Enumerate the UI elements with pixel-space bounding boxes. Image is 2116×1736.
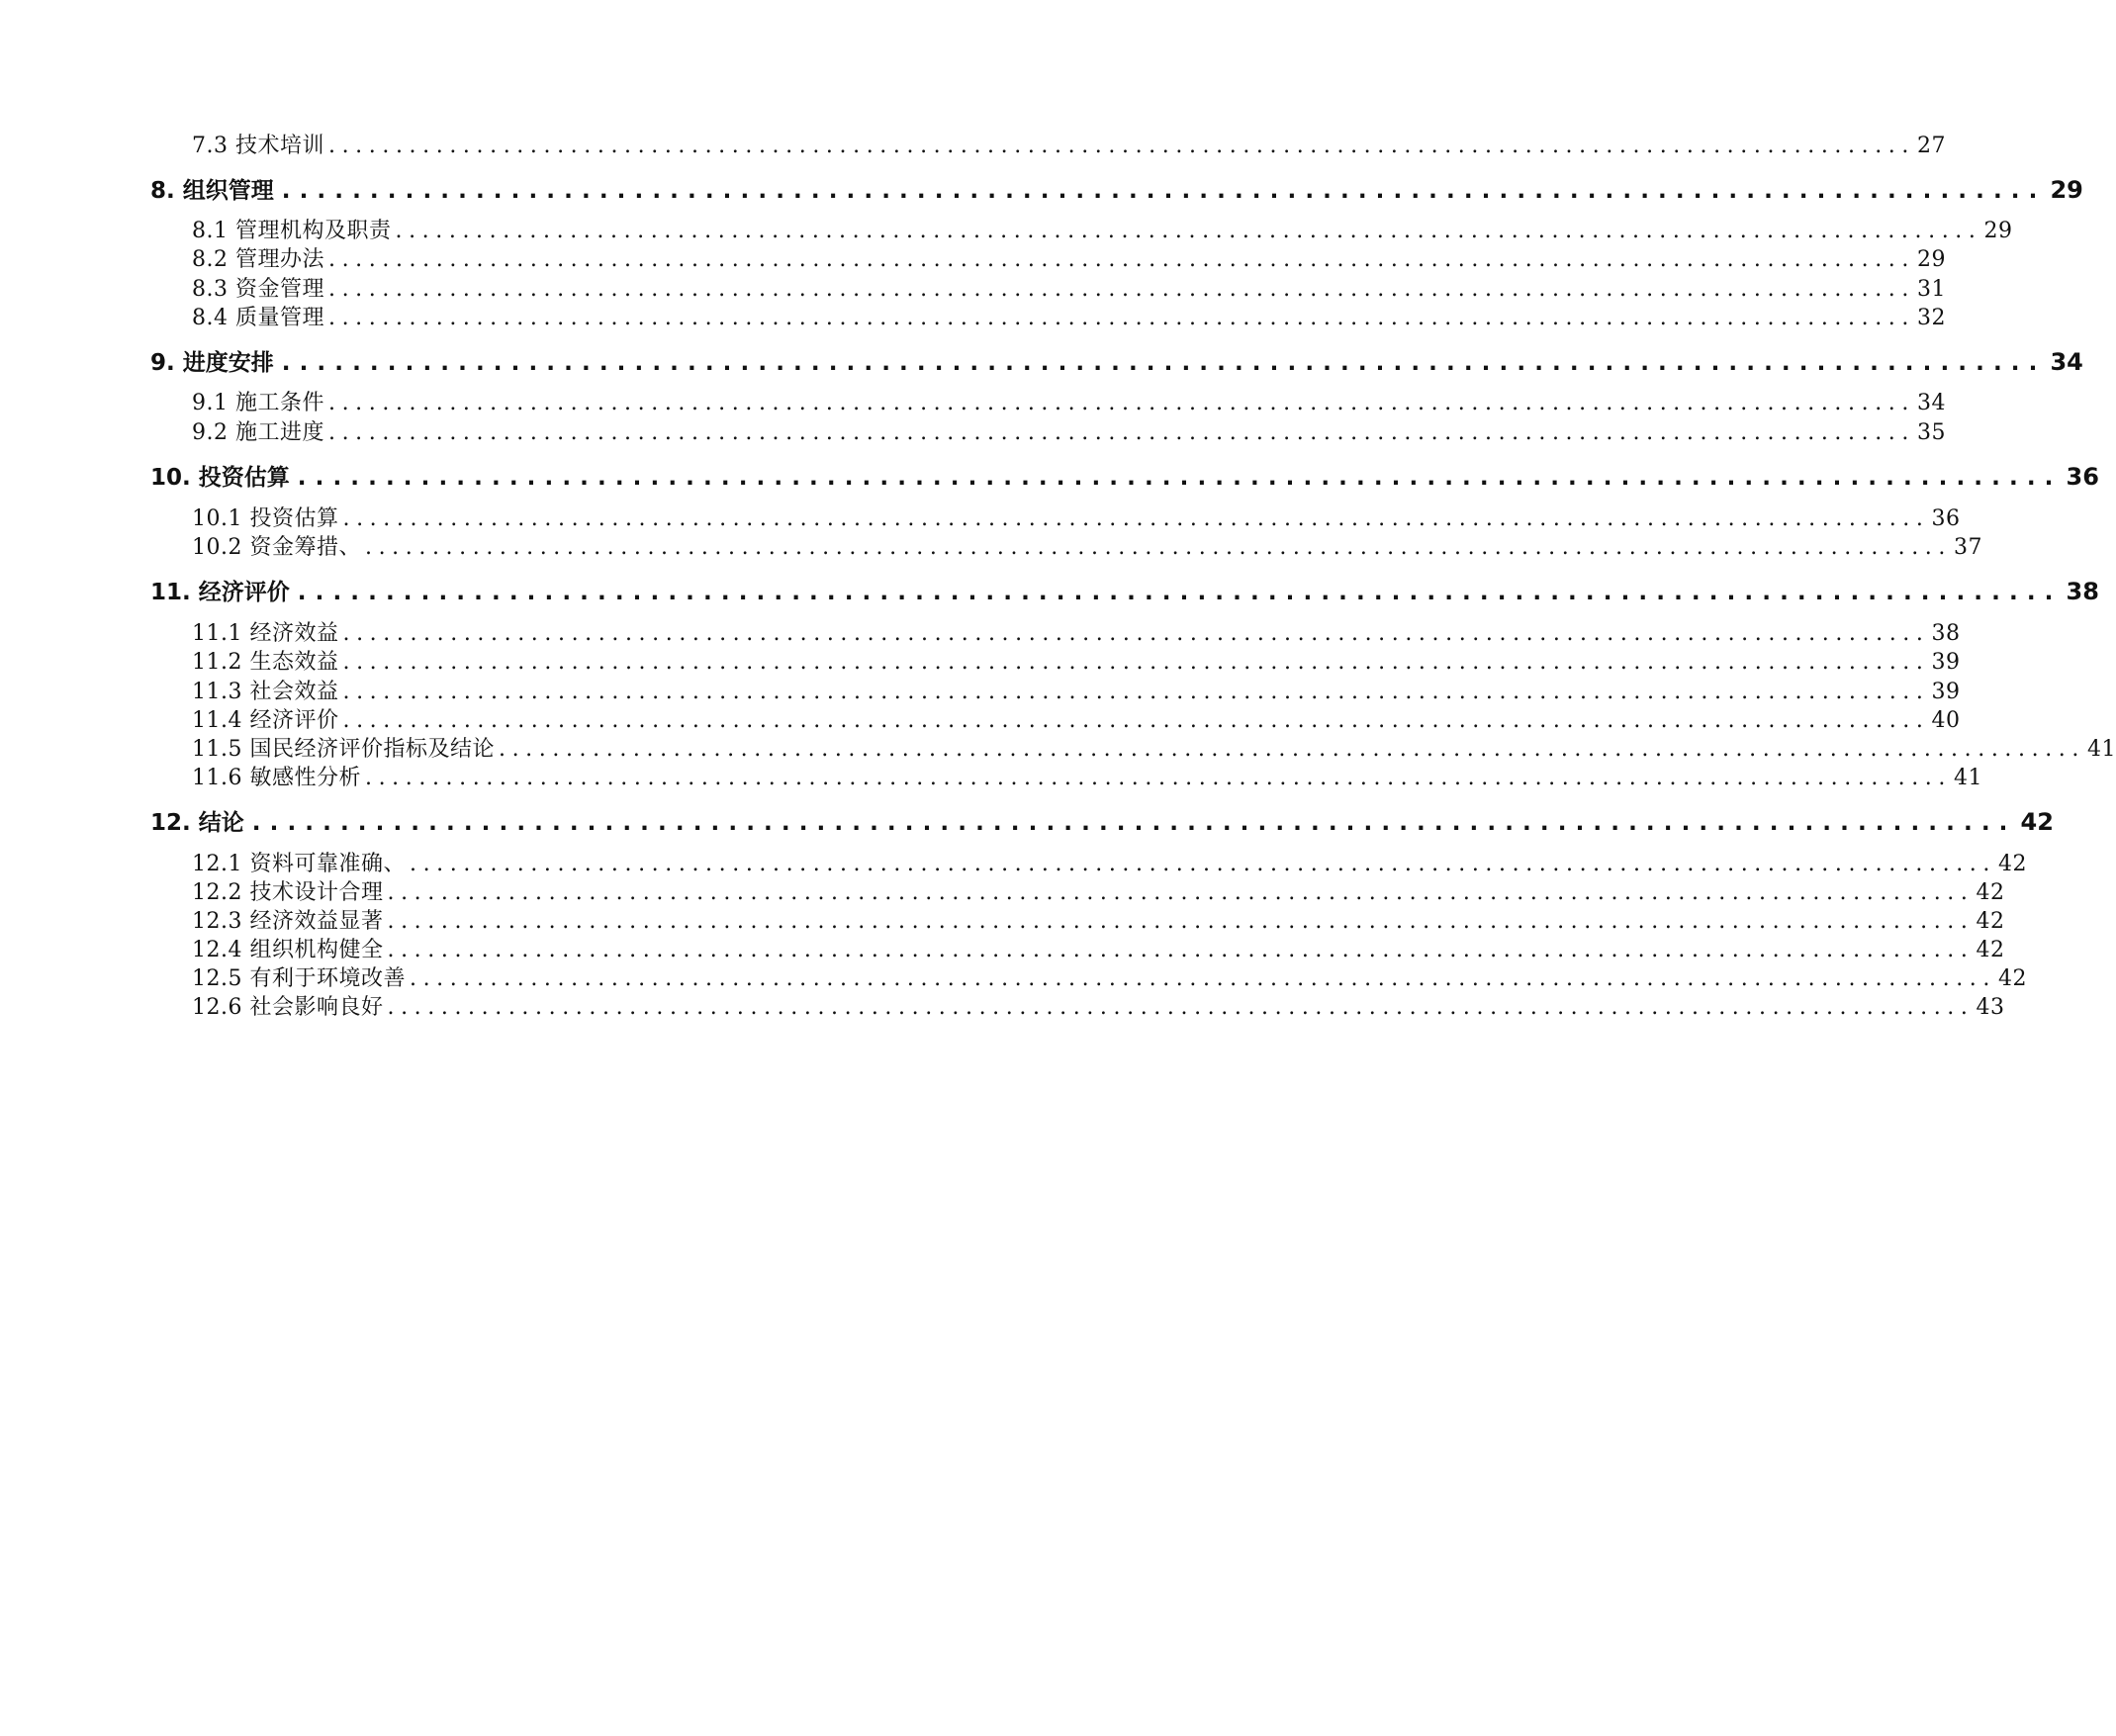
toc-entry-10-1[interactable] <box>192 502 1961 531</box>
toc-page-number: 31 <box>1916 277 1946 302</box>
toc-entry-11-6[interactable] <box>192 761 1982 790</box>
toc-entry-12-2[interactable] <box>192 875 2005 905</box>
dot-leader: ...................................................................................................................... <box>327 420 1915 445</box>
toc-entry-label: 8.3 资金管理 <box>192 277 324 302</box>
toc-entry-11-1[interactable] <box>192 616 1961 646</box>
toc-entry-12-5[interactable] <box>192 961 2027 991</box>
toc-entry-9-2[interactable] <box>192 415 1946 445</box>
toc-page-number: 41 <box>1953 766 1982 790</box>
toc-entry-label: 10.2 资金筹措、 <box>192 535 361 560</box>
toc-entry-11-3[interactable] <box>192 675 1961 704</box>
toc-entry-label: 12.4 组织机构健全 <box>192 938 384 962</box>
toc-entry-12-3[interactable] <box>192 904 2005 934</box>
toc-page-number: 39 <box>1931 680 1961 704</box>
toc-page-number: 42 <box>2020 808 2054 836</box>
toc-page-number: 29 <box>2050 176 2083 204</box>
toc-page-number: 40 <box>1931 708 1961 733</box>
toc-section-12[interactable] <box>150 804 2054 838</box>
toc-page-number: 42 <box>1976 909 2005 934</box>
toc-entry-label: 12.2 技术设计合理 <box>192 880 384 905</box>
toc-section-11[interactable] <box>150 574 2099 607</box>
toc-page-number: 38 <box>1931 621 1961 646</box>
toc-section-label: 10. 投资估算 <box>150 465 290 491</box>
toc-page-number: 32 <box>1916 306 1946 330</box>
dot-leader: ...................................................................................................................... <box>342 650 1930 675</box>
dot-leader: ...................................................................................................................... <box>409 852 1996 876</box>
toc-page-number: 42 <box>1976 880 2005 905</box>
toc-entry-8-1[interactable] <box>192 214 2013 243</box>
toc-page-number: 29 <box>1983 219 2013 243</box>
dot-leader: ...................................................................................................................... <box>342 708 1930 733</box>
dot-leader: ...................................................................................................................... <box>395 219 1982 243</box>
toc-section-label: 8. 组织管理 <box>150 178 274 204</box>
toc-page-number: 36 <box>2066 463 2099 491</box>
dot-leader: .................................................................................................... <box>297 465 2063 491</box>
toc-entry-label: 9.1 施工条件 <box>192 391 324 415</box>
toc-entry-label: 8.1 管理机构及职责 <box>192 219 392 243</box>
toc-entry-label: 11.2 生态效益 <box>192 650 339 675</box>
toc-entry-8-4[interactable] <box>192 301 1946 330</box>
toc-entry-label: 11.1 经济效益 <box>192 621 339 646</box>
toc-page-number: 38 <box>2066 578 2099 605</box>
toc-page-number: 41 <box>2086 737 2116 762</box>
dot-leader: ...................................................................................................................... <box>327 134 1915 158</box>
dot-leader: ...................................................................................................................... <box>409 966 1996 991</box>
toc-page-number: 34 <box>2050 348 2083 376</box>
toc-entry-label: 9.2 施工进度 <box>192 420 324 445</box>
toc-section-label: 9. 进度安排 <box>150 350 274 376</box>
toc-entry-label: 11.4 经济评价 <box>192 708 339 733</box>
dot-leader: .................................................................................................... <box>281 178 2047 204</box>
dot-leader: ...................................................................................................................... <box>387 909 1975 934</box>
toc-entry-label: 12.6 社会影响良好 <box>192 995 384 1020</box>
toc-entry-12-6[interactable] <box>192 990 2005 1020</box>
toc-page-number: 34 <box>1916 391 1946 415</box>
toc-page-number: 36 <box>1931 506 1961 531</box>
toc-section-10[interactable] <box>150 459 2099 493</box>
toc-entry-12-4[interactable] <box>192 933 2005 962</box>
dot-leader: ...................................................................................................................... <box>342 506 1930 531</box>
toc-page-number: 39 <box>1931 650 1961 675</box>
toc-section-8[interactable] <box>150 172 2083 206</box>
dot-leader: .................................................................................................... <box>297 580 2063 605</box>
toc-entry-label: 12.1 资料可靠准确、 <box>192 852 406 876</box>
toc-page-number: 37 <box>1953 535 1982 560</box>
toc-page-number: 35 <box>1916 420 1946 445</box>
toc-entry-label: 10.1 投资估算 <box>192 506 339 531</box>
dot-leader: .................................................................................................... <box>281 350 2047 376</box>
dot-leader: ...................................................................................................................... <box>327 306 1915 330</box>
dot-leader: ...................................................................................................................... <box>364 535 1952 560</box>
toc-entry-label: 11.5 国民经济评价指标及结论 <box>192 737 495 762</box>
dot-leader: ...................................................................................................................... <box>342 680 1930 704</box>
toc-section-label: 11. 经济评价 <box>150 580 290 605</box>
toc-entry-11-2[interactable] <box>192 645 1961 675</box>
dot-leader: ...................................................................................................................... <box>387 880 1975 905</box>
toc-page-number: 27 <box>1916 134 1946 158</box>
toc-page-number: 42 <box>1997 966 2027 991</box>
toc-entry-label: 7.3 技术培训 <box>192 134 324 158</box>
dot-leader: ...................................................................................................................... <box>327 391 1915 415</box>
toc-entry-label: 8.4 质量管理 <box>192 306 324 330</box>
toc-section-9[interactable] <box>150 344 2083 378</box>
dot-leader: ...................................................................................................................... <box>364 766 1952 790</box>
dot-leader: ...................................................................................................................... <box>498 737 2085 762</box>
dot-leader: ...................................................................................................................... <box>342 621 1930 646</box>
toc-entry-11-4[interactable] <box>192 703 1961 733</box>
toc-entry-7-3[interactable] <box>192 129 1946 158</box>
dot-leader: ...................................................................................................................... <box>387 938 1975 962</box>
toc-entry-label: 8.2 管理办法 <box>192 247 324 272</box>
toc-entry-label: 11.3 社会效益 <box>192 680 339 704</box>
toc-entry-12-1[interactable] <box>192 847 2027 876</box>
toc-entry-label: 12.3 经济效益显著 <box>192 909 384 934</box>
toc-entry-8-3[interactable] <box>192 272 1946 302</box>
toc-entry-8-2[interactable] <box>192 242 1946 272</box>
toc-page-number: 43 <box>1976 995 2005 1020</box>
toc-entry-label: 11.6 敏感性分析 <box>192 766 361 790</box>
dot-leader: ...................................................................................................................... <box>327 247 1915 272</box>
toc-entry-10-2[interactable] <box>192 530 1982 560</box>
toc-entry-11-5[interactable] <box>192 732 2116 762</box>
dot-leader: ...................................................................................................................... <box>387 995 1975 1020</box>
toc-section-label: 12. 结论 <box>150 810 244 836</box>
toc-entry-9-1[interactable] <box>192 386 1946 415</box>
dot-leader: .................................................................................................... <box>251 810 2017 836</box>
toc-page-number: 42 <box>1976 938 2005 962</box>
toc-page-number: 42 <box>1997 852 2027 876</box>
dot-leader: ...................................................................................................................... <box>327 277 1915 302</box>
toc-entry-label: 12.5 有利于环境改善 <box>192 966 406 991</box>
toc-page-number: 29 <box>1916 247 1946 272</box>
